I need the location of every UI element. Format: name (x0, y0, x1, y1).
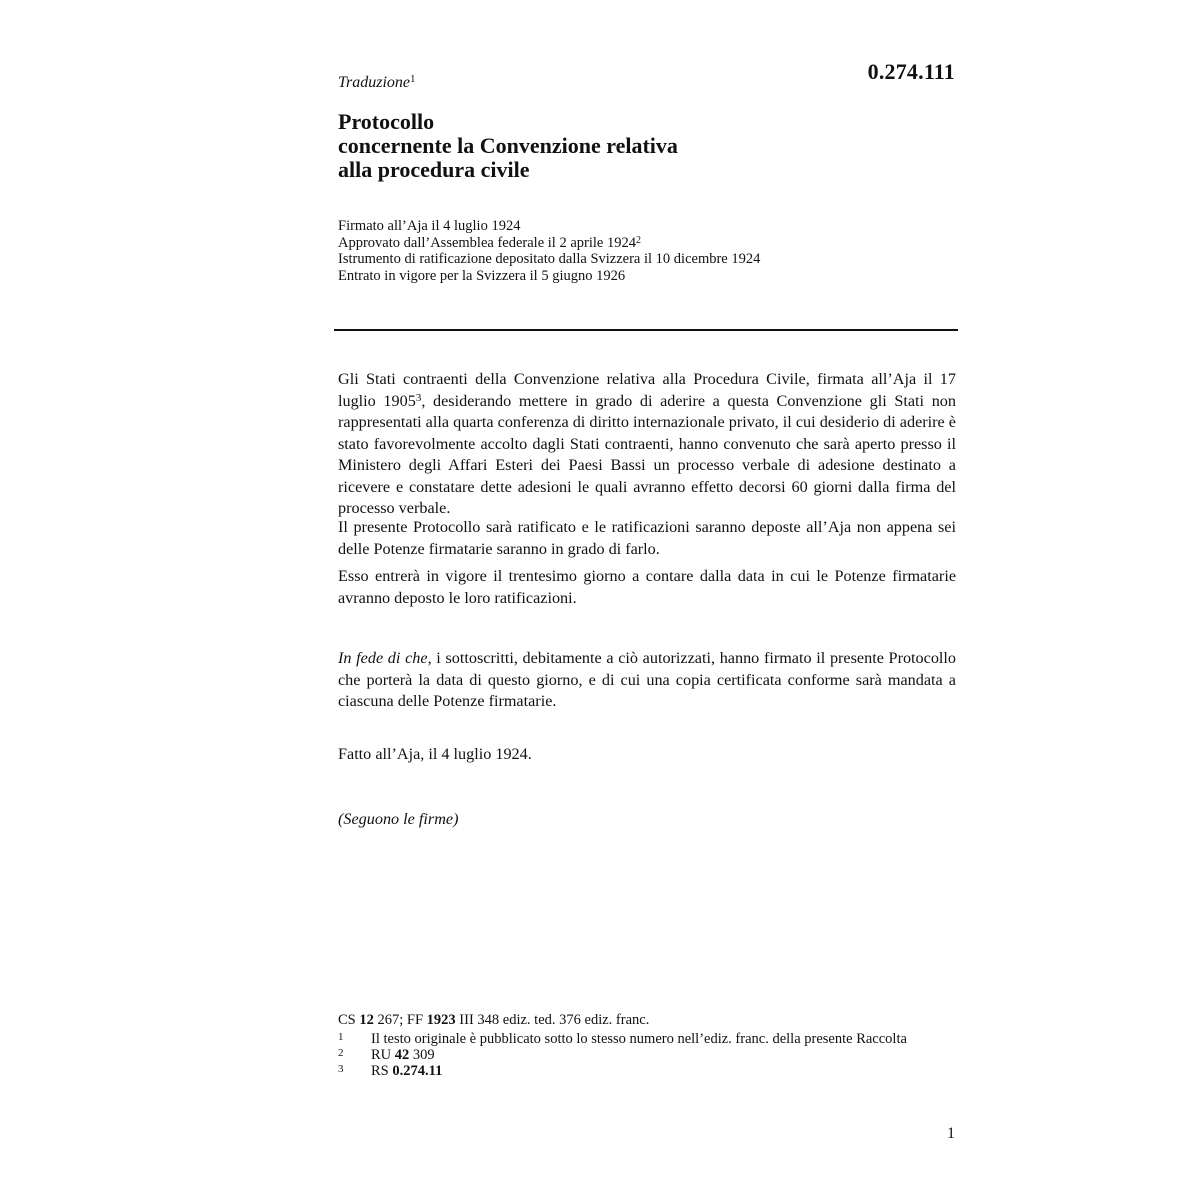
signatures-note: (Seguono le firme) (338, 810, 459, 828)
horizontal-divider (334, 329, 958, 331)
footnote-3-prefix: RS (371, 1063, 393, 1079)
sources-cs-vol: 12 (359, 1012, 374, 1028)
footnote-1 (338, 1031, 956, 1047)
footnote-ref-1[interactable]: 1 (410, 73, 416, 85)
footnote-2-suffix: 309 (409, 1047, 435, 1063)
document-number: 0.274.111 (867, 59, 955, 84)
meta-approved (338, 235, 760, 252)
title-line-2: concernente la Convenzione relativa (338, 133, 678, 158)
footnote-2-bold: 42 (394, 1047, 410, 1063)
footnote-3-number: 3 (338, 1063, 344, 1075)
footnote-3-text (371, 1063, 956, 1079)
page-number: 1 (947, 1125, 955, 1142)
title-line-1: Protocollo (338, 109, 435, 134)
meta-ratification: Istrumento di ratificazione depositato dalla Svizzera il 10 dicembre 1924 (338, 251, 761, 267)
footnote-ref-3[interactable]: 3 (415, 391, 422, 404)
p4-italic: In fede di che (338, 649, 428, 667)
body-paragraph-2 (338, 517, 956, 560)
metadata-block (338, 218, 760, 284)
p4-rest: , i sottoscritti, debitamente a ciò autorizzati, hanno firmato il presente Protocollo che porterà la data di questo giorno, e di cui una copia certificata conforme sarà mandata a ciascuna delle Potenze firmatarie. (338, 649, 957, 710)
footnote-2-number: 2 (338, 1047, 344, 1059)
translation-text: Traduzione (338, 74, 411, 91)
footnote-2 (338, 1047, 956, 1063)
meta-approved-text: Approvato dall’Assemblea federale il 2 aprile 1924 (338, 234, 636, 251)
footnote-3 (338, 1063, 956, 1079)
p3-text: Esso entrerà in vigore il trentesimo giorno a contare dalla data in cui le Potenze firmatarie avranno deposto le loro ratificazioni. (338, 567, 956, 607)
meta-signed: Firmato all’Aja il 4 luglio 1924 (338, 218, 521, 234)
footnote-1-number: 1 (338, 1031, 344, 1043)
p2-text: Il presente Protocollo sarà ratificato e le ratificazioni saranno deposte all’Aja non appena sei delle Potenze firmatarie saranno in grado di farlo. (338, 518, 956, 558)
done-at-line: Fatto all’Aja, il 4 luglio 1924. (338, 745, 532, 763)
sources-ff-year: 1923 (426, 1012, 456, 1028)
sources-cs: CS (338, 1012, 360, 1028)
body-paragraph-1 (338, 369, 956, 520)
document-title (338, 110, 678, 182)
p1-rest: , desiderando mettere in grado di aderire a questa Convenzione gli Stati non rappresentati alla quarta conferenza di diritto internazionale privato, il cui desiderio di aderire è stato favorevolmente accolto dagli Stati contraenti, hanno convenuto che sarà aperto presso il Ministero degli Affari Esteri dei Paesi Bassi un processo verbale di adesione destinato a ricevere e constatare dette adesioni le quali avranno effetto decorsi 60 giorni dalla firma del processo verbale. (338, 391, 956, 517)
sources-cs-page: 267; FF (373, 1012, 427, 1028)
title-line-3: alla procedura civile (338, 157, 530, 182)
footnote-ref-2[interactable]: 2 (635, 234, 641, 246)
footnote-sources (338, 1012, 956, 1028)
footnote-2-prefix: RU (371, 1047, 395, 1063)
footnote-3-bold: 0.274.11 (392, 1063, 443, 1079)
body-paragraph-3 (338, 566, 956, 609)
sources-ff-rest: III 348 ediz. ted. 376 ediz. franc. (455, 1012, 650, 1028)
meta-entry-into-force: Entrato in vigore per la Svizzera il 5 giugno 1926 (338, 267, 626, 284)
translation-label (338, 74, 416, 92)
footnote-2-text (371, 1047, 956, 1063)
footnotes-block (338, 1012, 956, 1079)
body-paragraph-4 (338, 648, 956, 713)
p1-start: Gli Stati contraenti della Convenzione relativa alla Procedura Civile, firmata all’Aja il 17 luglio 1905 (338, 370, 956, 410)
footnote-1-text: Il testo originale è pubblicato sotto lo stesso numero nell’ediz. franc. della presente Raccolta (371, 1031, 907, 1047)
